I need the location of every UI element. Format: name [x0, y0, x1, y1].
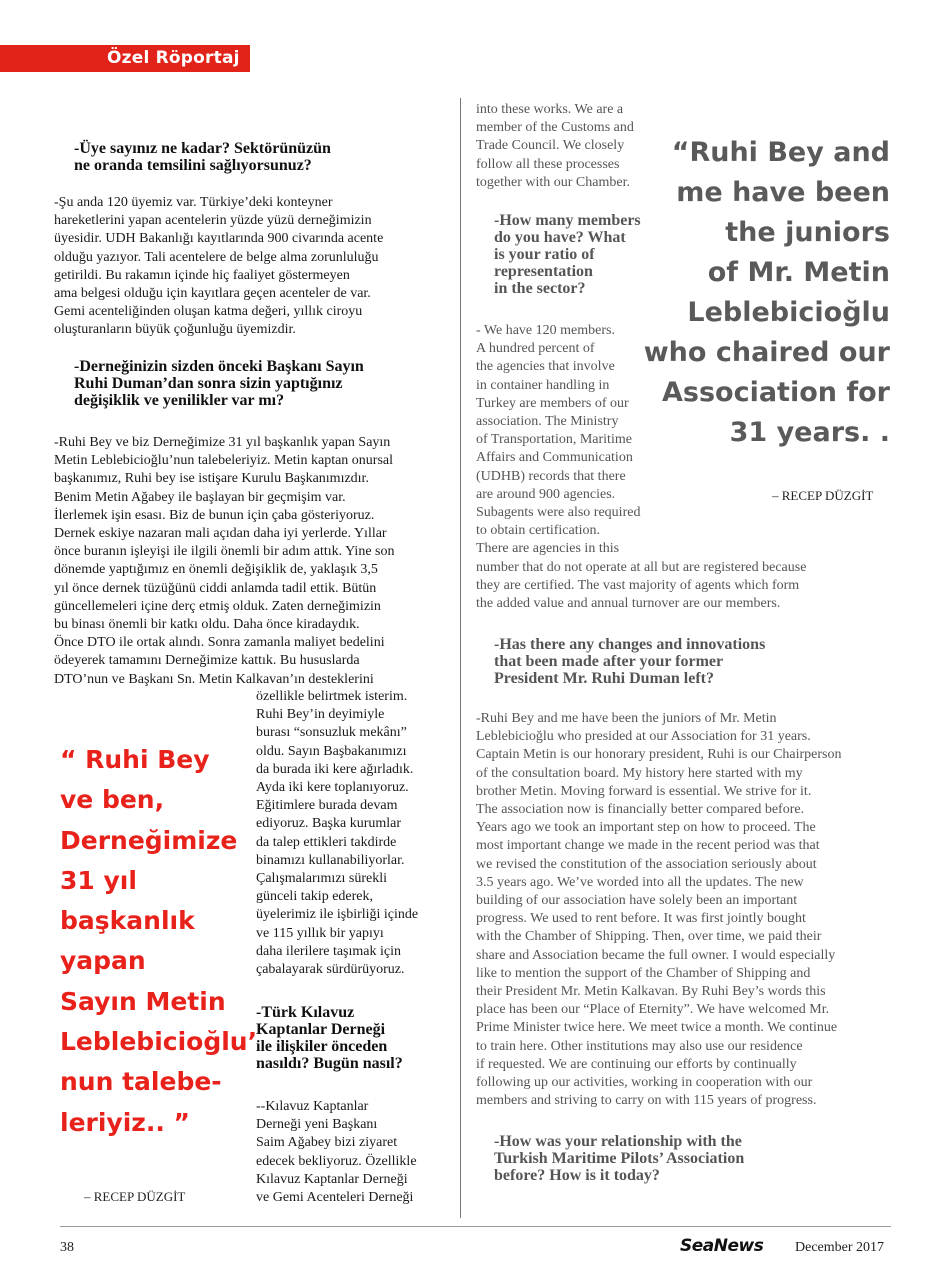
- text-line: follow all these processes: [476, 156, 620, 172]
- text-line: to obtain certification.: [476, 523, 601, 539]
- column-divider: [460, 98, 461, 1218]
- text-line: in container handling in: [476, 377, 610, 393]
- tr-question-1: [74, 140, 331, 174]
- text-line: nun talebe-: [60, 1067, 222, 1097]
- text-line: da burada iki kere ağırladık.: [256, 761, 414, 777]
- text-line: bu binası önemli bir katkı oldu. Daha önce kiradaydık.: [54, 617, 360, 633]
- footer-rule: [60, 1226, 891, 1227]
- tr-answer-2-continued: [256, 688, 418, 979]
- text-line: A hundred percent of: [476, 341, 595, 357]
- text-line: association. The Ministry: [476, 414, 619, 430]
- text-line: (UDHB) records that there: [476, 468, 626, 484]
- text-line: we revised the constitution of the association seriously about: [476, 856, 817, 872]
- text-line: ödeyerek tamamını Derneğimize kattık. Bu hususlarda: [54, 653, 360, 669]
- text-line: değişiklik ve yenilikler var mı?: [74, 392, 285, 409]
- text-line: together with our Chamber.: [476, 174, 630, 190]
- text-line: The association now is financially better compared before.: [476, 802, 805, 818]
- text-line: brother Metin. Moving forward is essential. We strive for it.: [476, 783, 812, 799]
- text-line: Leblebicioğlu’: [60, 1027, 258, 1057]
- text-line: place has been our “Place of Eternity”. We have welcomed Mr.: [476, 1002, 830, 1018]
- text-line: Gemi acenteliğinden oluşan katma değeri, yıllık ciroyu: [54, 304, 363, 320]
- text-line: güncellemeleri içine derç etmiş olduk. Zaten derneğimizin: [54, 598, 381, 614]
- text-line: that been made after your former: [494, 653, 724, 670]
- section-tag: Özel Röportaj: [0, 45, 250, 72]
- text-line: yıl önce dernek tüzüğünü ciddi anlamda tadil ettik. Bütün: [54, 580, 377, 596]
- text-line: önce buranın işleyişi ile ilgili önemli bir adım attık. Yine son: [54, 544, 395, 560]
- magazine-logo: SeaNews: [680, 1236, 764, 1256]
- text-line: -Has there any changes and innovations: [494, 636, 766, 653]
- issue-date: December 2017: [795, 1240, 885, 1255]
- text-line: of Mr. Metin: [707, 257, 890, 288]
- text-line: ama belgesi olduğu için kayıtlara geçen acenteler de var.: [54, 286, 371, 302]
- text-line: çabalayarak sürdürüyoruz.: [256, 962, 405, 978]
- text-line: ve ben,: [60, 785, 165, 815]
- text-line: following up our activities, working in cooperation with our: [476, 1075, 813, 1091]
- tr-pull-quote-author: – RECEP DÜZGİT: [84, 1189, 186, 1204]
- text-line: the juniors: [725, 217, 890, 248]
- text-line: Derneğimize: [60, 825, 238, 855]
- text-line: most important change we made in the recent period was that: [476, 838, 820, 854]
- text-line: in the sector?: [494, 280, 586, 297]
- text-line: oldu. Sayın Başbakanımızı: [256, 743, 407, 759]
- text-line: is your ratio of: [494, 246, 595, 263]
- text-line: ne oranda temsilini sağlıyorsunuz?: [74, 157, 312, 174]
- text-line: Captain Metin is our honorary president, Ruhi is our Chairperson: [476, 747, 842, 763]
- text-line: - We have 120 members.: [476, 323, 615, 338]
- text-line: building of our association have solely been an important: [476, 893, 798, 909]
- text-line: burası “sonsuzluk mekânı”: [256, 725, 407, 741]
- text-line: Ayda iki kere toplanıyoruz.: [256, 780, 409, 796]
- text-line: dönemde yaptığımız en önemli değişiklik de, yaklaşık 3,5: [54, 562, 378, 578]
- text-line: özellikle belirtmek isterim.: [256, 689, 408, 704]
- text-line: Sayın Metin: [60, 986, 226, 1016]
- text-line: Dernek eskiye nazaran mali açıdan daha iyi yerlerde. Yıllar: [54, 526, 387, 542]
- text-line: Turkish Maritime Pilots’ Association: [494, 1150, 745, 1167]
- text-line: are around 900 agencies.: [476, 486, 616, 502]
- text-line: Saim Ağabey bizi ziyaret: [256, 1135, 398, 1151]
- text-line: üyelerimiz ile işbirliği içinde: [256, 907, 419, 923]
- text-line: hareketlerini yapan acentelerin yüzde yüzü derneğimizin: [54, 213, 372, 229]
- text-line: they are certified. The vast majority of agents which form: [476, 577, 800, 593]
- text-line: Metin Leblebicioğlu’nun talebeleriyiz. Metin kaptan onursal: [54, 453, 394, 469]
- tr-question-3: [256, 1004, 403, 1072]
- text-line: if requested. We are continuing our efforts by continually: [476, 1056, 797, 1072]
- text-line: ile ilişkiler önceden: [256, 1038, 388, 1055]
- tr-answer-2: [54, 434, 394, 689]
- text-line: of the consultation board. My history here started with my: [476, 765, 803, 781]
- text-line: -Türk Kılavuz: [256, 1004, 355, 1021]
- text-line: number that do not operate at all but are registered because: [476, 559, 807, 575]
- text-line: Prime Minister twice here. We meet twice a month. We continue: [476, 1020, 838, 1036]
- text-line: -How was your relationship with the: [494, 1133, 742, 1150]
- text-line: Eğitimlere burada devam: [256, 798, 398, 814]
- text-line: members and striving to carry on with 115 years of progress.: [476, 1093, 817, 1109]
- text-line: share and Association became the full owner. I would especially: [476, 947, 836, 963]
- text-line: Turkey are members of our: [476, 395, 629, 411]
- text-line: Subagents were also required: [476, 505, 641, 521]
- en-question-1: [494, 212, 641, 297]
- text-line: Ruhi Bey’in deyimiyle: [256, 707, 385, 723]
- text-line: like to mention the support of the Chamber of Shipping and: [476, 965, 811, 981]
- en-intro: [476, 101, 634, 192]
- text-line: oluşturanların büyük çoğunluğu üyemizdir.: [54, 322, 296, 338]
- text-line: -Derneğinizin sizden önceki Başkanı Sayın: [74, 358, 364, 375]
- text-line: -Ruhi Bey and me have been the juniors of Mr. Metin: [476, 711, 777, 726]
- text-line: Trade Council. We closely: [476, 138, 625, 154]
- text-line: olduğu yazıyor. Tali acentelere de belge alma zorunluluğu: [54, 249, 379, 265]
- text-line: İlerlemek işin esası. Biz de bunun için çaba gösteriyoruz.: [54, 507, 375, 523]
- text-line: Leblebicioğlu: [687, 297, 890, 328]
- text-line: the added value and annual turnover are our members.: [476, 596, 781, 612]
- page-number: 38: [60, 1240, 74, 1255]
- en-question-3: [494, 1133, 744, 1184]
- text-line: edecek bekliyoruz. Özellikle: [256, 1153, 417, 1169]
- text-line: başkanımız, Ruhi bey ise istişare Kurulu Başkanımızdır.: [54, 471, 369, 487]
- text-line: da talep ettikleri takdirde: [256, 834, 397, 850]
- text-line: Benim Metin Ağabey ile başlayan bir geçmişim var.: [54, 489, 346, 505]
- text-line: nasıldı? Bugün nasıl?: [256, 1055, 403, 1072]
- text-line: Association for: [661, 377, 890, 408]
- text-line: Ruhi Duman’dan sonra sizin yaptığınız: [74, 375, 343, 392]
- text-line: “ Ruhi Bey: [60, 745, 210, 774]
- text-line: Önce DTO ile ortak alındı. Sonra zamanla maliyet bedelini: [54, 635, 385, 651]
- tr-answer-3: [256, 1098, 417, 1207]
- text-line: binamızı kullanabiliyorlar.: [256, 852, 405, 868]
- text-line: President Mr. Ruhi Duman left?: [494, 670, 714, 687]
- text-line: yapan: [60, 946, 146, 976]
- en-pull-quote-author: – RECEP DÜZGİT: [772, 488, 874, 503]
- text-line: who chaired our: [643, 337, 890, 368]
- text-line: getirildi. Bu rakamın içinde hiç faaliyet göstermeyen: [54, 267, 350, 283]
- text-line: representation: [494, 263, 593, 280]
- en-answer-2: [476, 710, 842, 1110]
- text-line: “Ruhi Bey and: [671, 137, 890, 168]
- text-line: daha ilerilere taşımak için: [256, 943, 401, 959]
- text-line: Years ago we took an important step on how to proceed. The: [476, 820, 816, 836]
- text-line: with the Chamber of Shipping. Then, over time, we paid their: [476, 929, 822, 945]
- text-line: me have been: [676, 177, 890, 208]
- text-line: --Kılavuz Kaptanlar: [256, 1099, 369, 1114]
- text-line: 3.5 years ago. We’ve worded into all the updates. The new: [476, 874, 804, 890]
- text-line: Leblebicioğlu who presided at our Association for 31 years.: [476, 729, 811, 745]
- text-line: günceli takip ederek,: [256, 889, 374, 905]
- en-pull-quote: [644, 133, 890, 453]
- text-line: their President Mr. Metin Kalkavan. By Ruhi Bey’s words this: [476, 984, 826, 1000]
- text-line: Kaptanlar Derneği: [256, 1021, 386, 1038]
- text-line: ve Gemi Acenteleri Derneği: [256, 1190, 414, 1206]
- text-line: member of the Customs and: [476, 120, 634, 136]
- tr-answer-1: [54, 194, 383, 340]
- text-line: Çalışmalarımızı sürekli: [256, 871, 388, 887]
- text-line: Affairs and Communication: [476, 450, 633, 466]
- text-line: 31 yıl: [60, 865, 137, 895]
- tr-question-2: [74, 358, 364, 409]
- text-line: Kılavuz Kaptanlar Derneği: [256, 1171, 408, 1187]
- text-line: of Transportation, Maritime: [476, 432, 632, 448]
- text-line: to train here. Other institutions may also use our residence: [476, 1038, 803, 1054]
- text-line: 31 years. .: [729, 417, 890, 448]
- text-line: into these works. We are a: [476, 102, 624, 117]
- text-line: progress. We used to rent before. It was first jointly bought: [476, 911, 806, 927]
- tr-pull-quote: [60, 740, 257, 1143]
- text-line: ve 115 yıllık bir yapıyı: [256, 925, 384, 941]
- text-line: -Şu anda 120 üyemiz var. Türkiye’deki konteyner: [54, 195, 333, 210]
- text-line: do you have? What: [494, 229, 626, 246]
- text-line: DTO’nun ve Başkanı Sn. Metin Kalkavan’ın desteklerini: [54, 671, 374, 687]
- text-line: before? How is it today?: [494, 1167, 660, 1184]
- text-line: There are agencies in this: [476, 541, 620, 557]
- text-line: Derneği yeni Başkanı: [256, 1117, 378, 1133]
- text-line: başkanlık: [60, 906, 195, 936]
- en-question-2: [494, 636, 765, 687]
- text-line: üyesidir. UDH Bakanlığı kayıtlarında 900 civarında acente: [54, 231, 384, 247]
- text-line: -Üye sayınız ne kadar? Sektörünüzün: [74, 140, 331, 157]
- text-line: leriyiz.. ”: [60, 1107, 190, 1137]
- text-line: ediyoruz. Başka kurumlar: [256, 816, 402, 832]
- text-line: the agencies that involve: [476, 359, 615, 375]
- text-line: -Ruhi Bey ve biz Derneğimize 31 yıl başkanlık yapan Sayın: [54, 435, 391, 450]
- text-line: -How many members: [494, 212, 641, 229]
